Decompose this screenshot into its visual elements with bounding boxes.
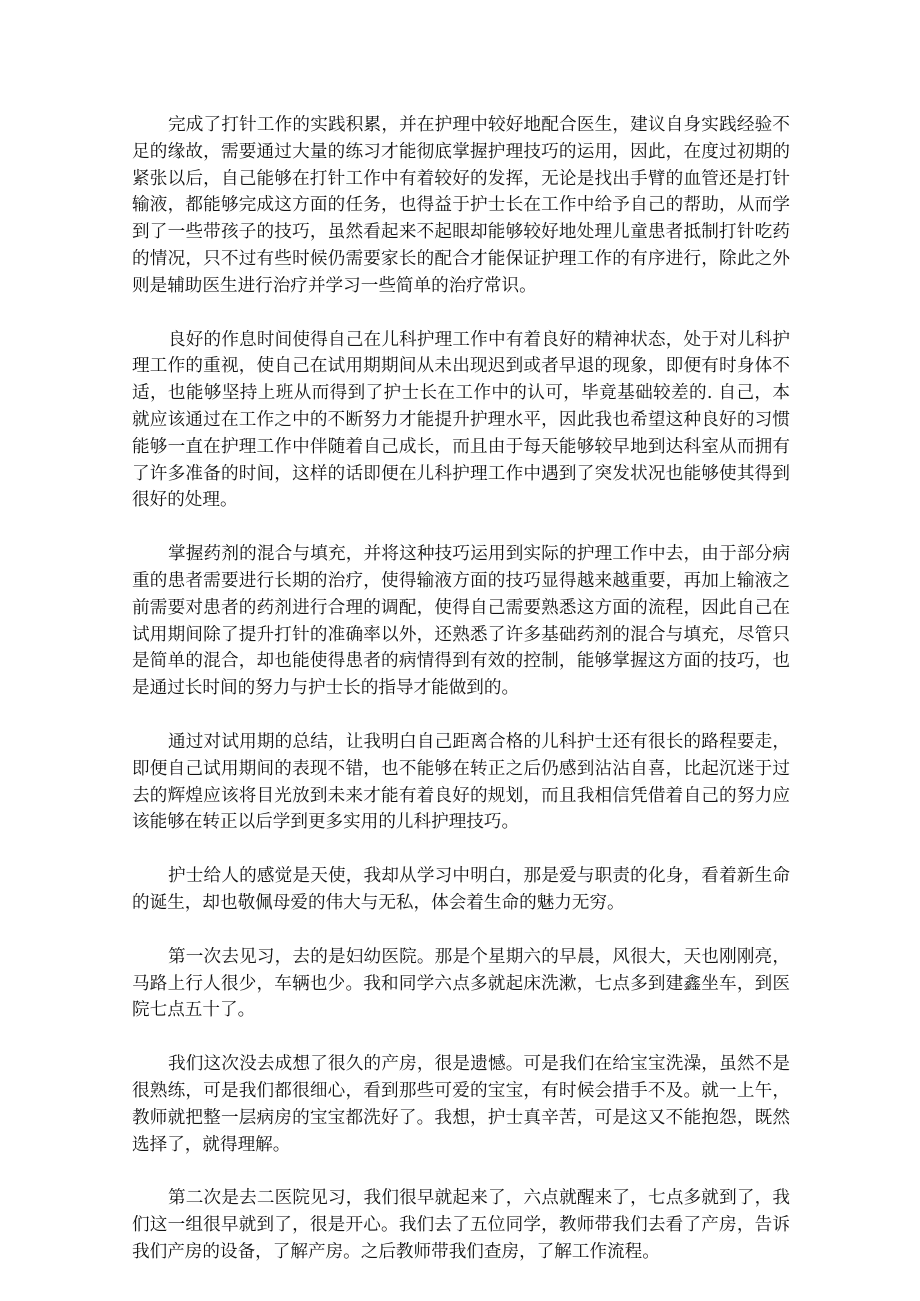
- paragraph-7: 我们这次没去成想了很久的产房，很是遗憾。可是我们在给宝宝洗澡，虽然不是很熟练，可是我们都很细心，看到那些可爱的宝宝，有时候会措手不及。就一上午，教师就把整一层病房的宝宝都洗好了。我想，护士真辛苦，可是这又不能抱怨，既然选择了，就得理解。: [132, 1054, 790, 1155]
- paragraph-3: 掌握药剂的混合与填充，并将这种技巧运用到实际的护理工作中去，由于部分病重的患者需要进行长期的治疗，使得输液方面的技巧显得越来越重要，再加上输液之前需要对患者的药剂进行合理的调配，使得自己需要熟悉这方面的流程，因此自己在试用期间除了提升打针的准确率以外，还熟悉了许多基础药剂的混合与填充，尽管只是简单的混合，却也能使得患者的病情得到有效的控制，能够掌握这方面的技巧，也是通过长时间的努力与护士长的指导才能做到的。: [132, 544, 790, 699]
- paragraph-2: 良好的作息时间使得自己在儿科护理工作中有着良好的精神状态，处于对儿科护理工作的重视，使自己在试用期期间从未出现迟到或者早退的现象，即便有时身体不适，也能够坚持上班从而得到了护士长在工作中的认可，毕竟基础较差的. 自己，本就应该通过在工作之中的不断努力才能提升护理水平，因此我也希望这种良好的习惯能够一直在护理工作中伴随着自己成长，而且由于每天能够较早地到达科室从而拥有了许多准备的时间，这样的话即便在儿科护理工作中遇到了突发状况也能够使其得到很好的处理。: [132, 329, 790, 511]
- paragraph-4: 通过对试用期的总结，让我明白自己距离合格的儿科护士还有很长的路程要走，即便自己试用期间的表现不错，也不能够在转正之后仍感到沾沾自喜，比起沉迷于过去的辉煌应该将目光放到未来才能有着良好的规划，而且我相信凭借着自己的努力应该能够在转正以后学到更多实用的儿科护理技巧。: [132, 731, 790, 833]
- paragraph-5: 护士给人的感觉是天使，我却从学习中明白，那是爱与职责的化身，看着新生命的诞生，却也敬佩母爱的伟大与无私，体会着生命的魅力无穷。: [132, 866, 790, 913]
- paragraph-8: 第二次是去二医院见习，我们很早就起来了，六点就醒来了，七点多就到了，我们这一组很早就到了，很是开心。我们去了五位同学，教师带我们去看了产房，告诉我们产房的设备，了解产房。之后教师带我们查房，了解工作流程。: [132, 1188, 790, 1262]
- paragraph-6: 第一次去见习，去的是妇幼医院。那是个星期六的早晨，风很大，天也刚刚亮，马路上行人很少，车辆也少。我和同学六点多就起床洗漱，七点多到建鑫坐车，到医院七点五十了。: [132, 946, 790, 1021]
- document-body: [132, 112, 790, 1293]
- paragraph-1: 完成了打针工作的实践积累，并在护理中较好地配合医生，建议自身实践经验不足的缘故，需要通过大量的练习才能彻底掌握护理技巧的运用，因此，在度过初期的紧张以后，自己能够在打针工作中有着较好的发挥，无论是找出手臂的血管还是打针输液，都能够完成这方面的任务，也得益于护士长在工作中给予自己的帮助，从而学到了一些带孩子的技巧，虽然看起来不起眼却能够较好地处理儿童患者抵制打针吃药的情况，只不过有些时候仍需要家长的配合才能保证护理工作的有序进行，除此之外则是辅助医生进行治疗并学习一些简单的治疗常识。: [132, 115, 790, 296]
